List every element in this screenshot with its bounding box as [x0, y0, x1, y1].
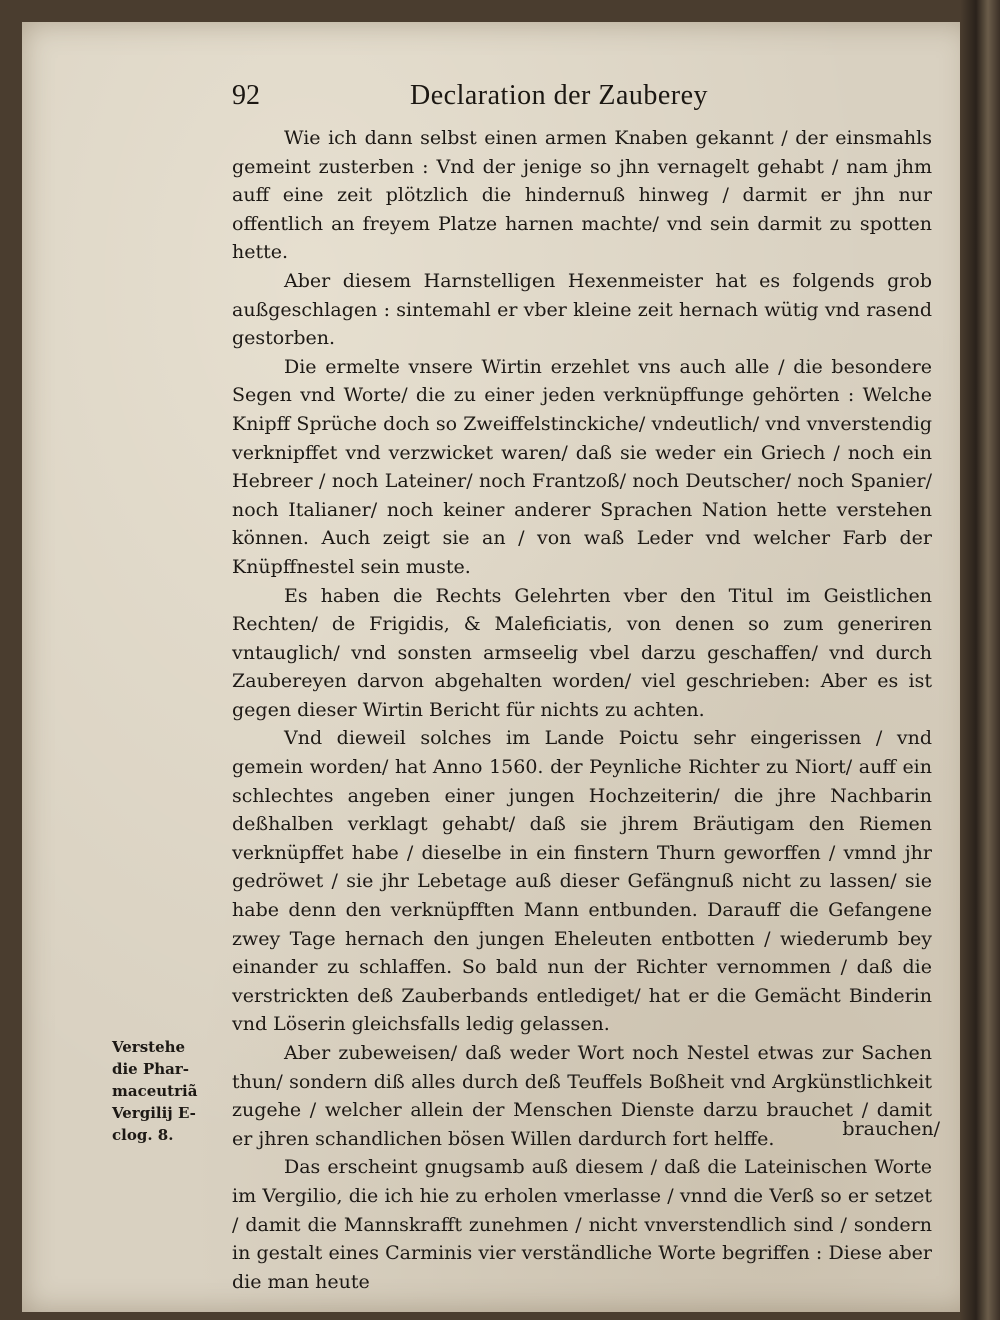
binding-edge	[960, 0, 1000, 1320]
paragraph: Wie ich dann selbst einen armen Knaben gekannt / der einsmahls gemeint zusterben : Vnd der jenige so jhn vernagelt gehabt / nam jhm auff eine zeit plötzlich die hindernuß hinweg / darmit er jhn nur offentlich an freyem Platze harnen machte/ vnd sein darmit zu spotten hette.	[232, 127, 932, 264]
paragraph: Aber zubeweisen/ daß weder Wort noch Nestel etwas zur Sachen thun/ sondern diß alles durch deß Teuffels Boßheit vnd Argkünstlichkeit zugehe / welcher allein der Menschen Dienste darzu brauchet / damit er jhren schandlichen bösen Willen dardurch fort helffe.	[232, 1042, 932, 1150]
marginal-note-line: clog. 8.	[112, 1126, 174, 1144]
marginal-note-line: Vergilij E-	[112, 1104, 196, 1122]
marginal-note-line: maceutriã	[112, 1082, 198, 1100]
marginal-note-line: Verstehe	[112, 1038, 186, 1056]
catchword: brauchen/	[842, 1118, 940, 1140]
paragraph: Das erscheint gnugsamb auß diesem / daß die Lateinischen Worte im Vergilio, die ich hie zu erholen vmerlasse / vnnd die Verß so er setzet / damit die Mannskrafft zunehmen / nicht vnverstendlich sind / sondern in gestalt eines Carminis vier verständliche Worte begriffen : Diese aber die man heute	[232, 1156, 932, 1293]
body-text	[232, 124, 932, 1296]
running-title: Declaration der Zauberey	[410, 80, 709, 111]
paragraph: Es haben die Rechts Gelehrten vber den Titul im Geistlichen Rechten/ de Frigidis, & Maleficiatis, von denen so zum generiren vntauglich/ vnd sonsten armseelig vbel darzu geschaffen/ vnd durch Zaubereyen darvon abgehalten worden/ viel geschrieben: Aber es ist gegen dieser Wirtin Bericht für nichts zu achten.	[232, 584, 932, 721]
marginal-note-line: die Phar-	[112, 1060, 189, 1078]
paragraph: Vnd dieweil solches im Lande Poictu sehr eingerissen / vnd gemein worden/ hat Anno 1560. der Peynliche Richter zu Niort/ auff ein schlechtes angeben einer jungen Hochzeiterin/ die jhre Nachbarin deßhalben verklagt gehabt/ daß sie jhrem Bräutigam den Riemen verknüpffet habe / dieselbe in ein finstern Thurn geworffen / vmnd jhr gedröwet / sie jhr Lebetage auß dieser Gefängnuß nicht zu lassen/ sie habe denn den verknüpfften Mann entbunden. Darauff die Gefangene zwey Tage hernach den jungen Eheleuten entbotten / wiederumb bey einander zu schlaffen. So bald nun der Richter vernommen / daß die verstrickten deß Zauberbands entlediget/ hat er die Gemächt Binderin vnd Löserin gleichsfalls ledig gelassen.	[232, 727, 932, 1036]
marginal-note	[112, 1036, 230, 1146]
paragraph: Aber diesem Harnstelligen Hexenmeister hat es folgends grob außgeschlagen : sintemahl er vber kleine zeit hernach wütig vnd rasend gestorben.	[232, 269, 932, 350]
page-number: 92	[232, 80, 260, 111]
page-header	[232, 80, 792, 118]
paragraph: Die ermelte vnsere Wirtin erzehlet vns auch alle / die besondere Segen vnd Worte/ die zu einer jeden verknüpffunge gehörten : Welche Knipff Sprüche doch so Zweiffelstinckiche/ vndeutlich/ vnd vnverstendig verknipffet vnd verzwicket waren/ daß sie weder ein Griech / noch ein Hebreer / noch Lateiner/ noch Frantzoß/ noch Deutscher/ noch Spanier/ noch Italianer/ noch keiner anderer Sprachen Nation hette verstehen können. Auch zeigt sie an / von waß Leder vnd welcher Farb der Knüpffnestel sein muste.	[232, 355, 932, 578]
